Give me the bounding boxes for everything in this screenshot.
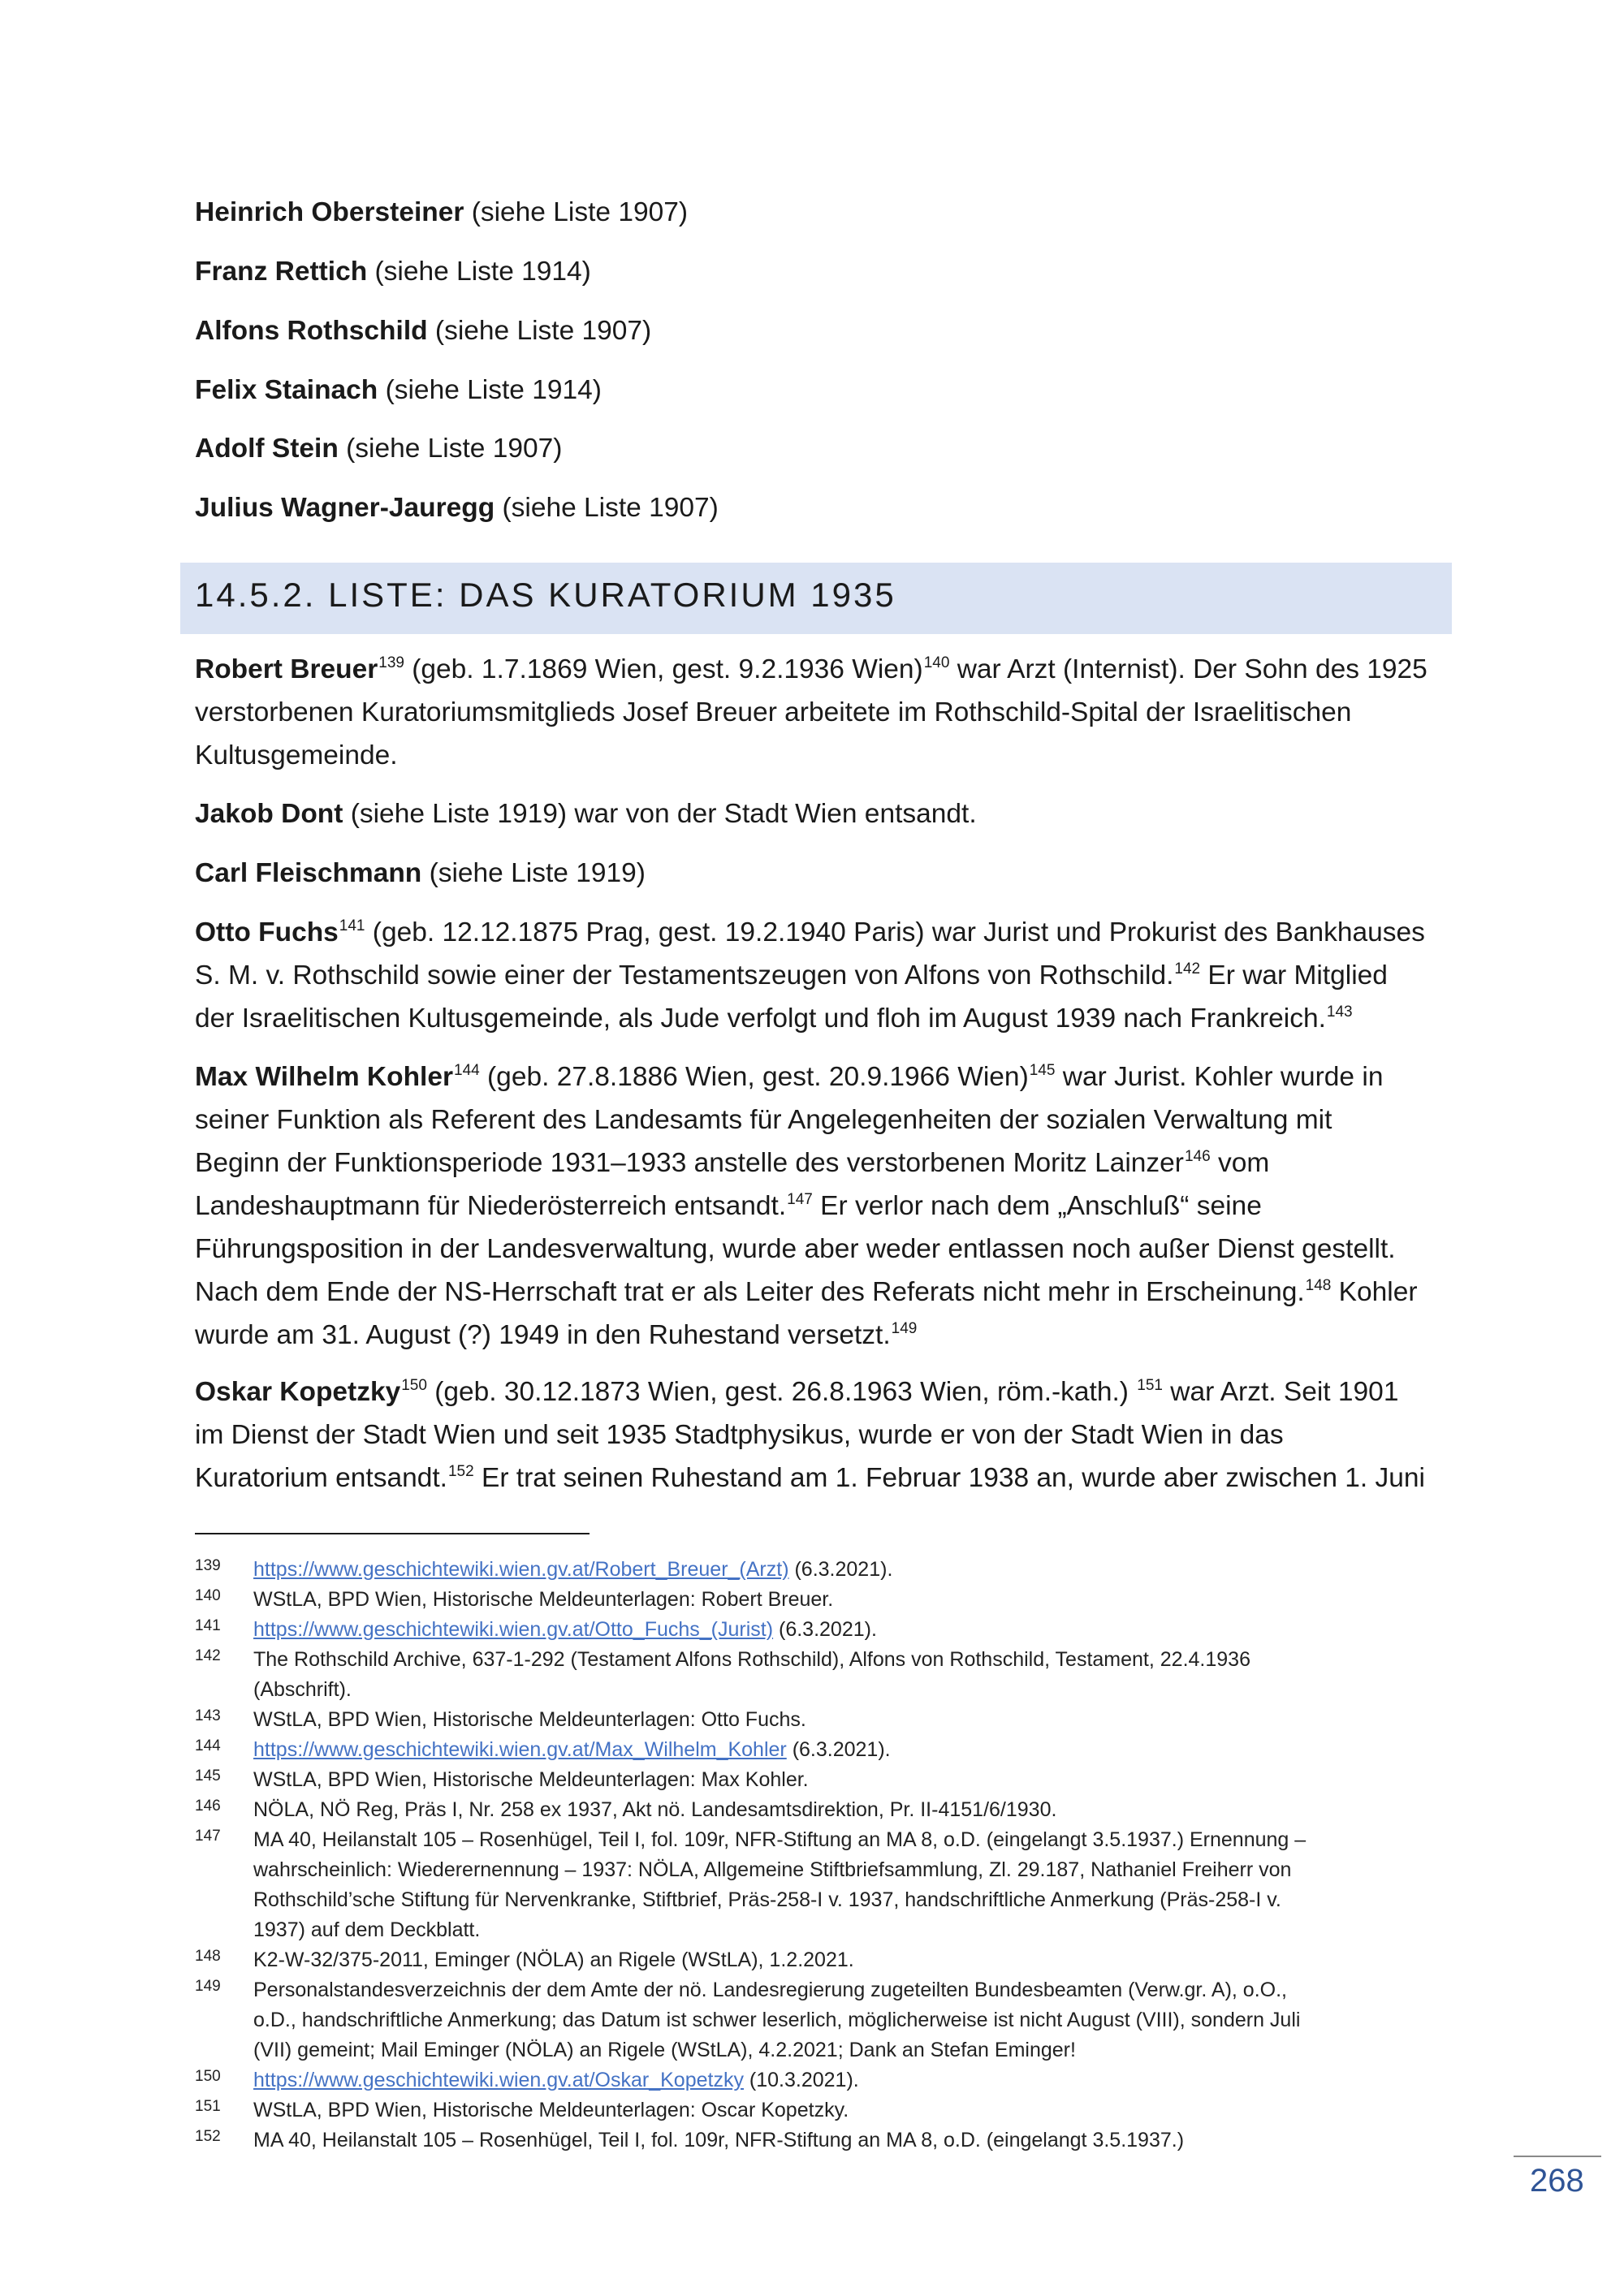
list-reference: (siehe Liste 1914) (378, 375, 602, 405)
list-item (195, 373, 602, 408)
list-item (195, 313, 651, 349)
person-name: Otto Fuchs (195, 917, 339, 947)
list-item (195, 431, 562, 467)
footnote-140: 140 WStLA, BPD Wien, Historische Meldeunterlagen: Robert Breuer. (195, 1587, 834, 1611)
footnote-link[interactable]: https://www.geschichtewiki.wien.gv.at/Robert_Breuer_(Arzt) (253, 1558, 789, 1581)
footnote-ref[interactable]: 146 (1184, 1148, 1211, 1165)
list-reference: (siehe Liste 1914) (367, 257, 591, 287)
footnote-142: 142 The Rothschild Archive, 637-1-292 (Testament Alfons Rothschild), Alfons von Rothschild, Testament, 22.4.1936 (Abschrift). (195, 1647, 1250, 1701)
footnote-150: 150 https://www.geschichtewiki.wien.gv.at/Oskar_Kopetzky (10.3.2021). (195, 2068, 859, 2091)
footnote-145: 145 WStLA, BPD Wien, Historische Meldeunterlagen: Max Kohler. (195, 1767, 809, 1791)
entry-oskar-kopetzky: Oskar Kopetzky$^{150}$ (geb. 30.12.1873 Wien, gest. 26.8.1963 Wien, röm.-kath.) $^{151}$ war Arzt. Seit 1901 im Dienst der Stadt Wien und seit 1935 Stadtphysikus, wurde er von der Stadt Wien in das Kuratorium entsandt.$^{152}$ Er trat seinen Ruhestand am 1. Februar 1938 an, wurde aber zwischen 1. Juni (195, 1377, 1425, 1493)
list-reference: (siehe Liste 1907) (464, 197, 688, 227)
person-name: Oskar Kopetzky (195, 1377, 401, 1407)
list-reference: (siehe Liste 1907) (495, 493, 719, 523)
footnote-ref[interactable]: 148 (1305, 1277, 1332, 1294)
footnote-ref[interactable]: 150 (401, 1377, 427, 1394)
footnote-ref[interactable]: 141 (339, 917, 365, 934)
list-reference: (siehe Liste 1907) (427, 316, 652, 346)
section-heading: 14.5.2. LISTE: DAS KURATORIUM 1935 (195, 576, 896, 614)
person-name: Max Wilhelm Kohler (195, 1062, 454, 1092)
entry-jakob-dont: Jakob Dont (siehe Liste 1919) war von der Stadt Wien entsandt. (195, 799, 977, 829)
section-heading-box (180, 563, 1452, 634)
list-item (195, 254, 591, 290)
footnote-ref[interactable]: 152 (447, 1463, 474, 1480)
page-number-rule (1514, 2156, 1601, 2157)
footnote-141: 141 https://www.geschichtewiki.wien.gv.at/Otto_Fuchs_(Jurist) (6.3.2021). (195, 1617, 877, 1641)
footnote-ref[interactable]: 142 (1174, 960, 1201, 978)
footnote-151: 151 WStLA, BPD Wien, Historische Meldeunterlagen: Oscar Kopetzky. (195, 2098, 849, 2121)
footnote-ref[interactable]: 149 (891, 1320, 918, 1337)
footnote-143: 143 WStLA, BPD Wien, Historische Meldeunterlagen: Otto Fuchs. (195, 1707, 806, 1731)
entry-carl-fleischmann: Carl Fleischmann (siehe Liste 1919) (195, 858, 646, 888)
page-number: 268 (1530, 2163, 1584, 2199)
footnote-147: 147 MA 40, Heilanstalt 105 – Rosenhügel, Teil I, fol. 109r, NFR-Stiftung an MA 8, o.D. (eingelangt 3.5.1937.) Ernennung – wahrscheinlich: Wiederernennung – 1937: NÖLA, Allgemeine Stiftbriefsammlung, Zl. 29.187, Nathaniel Freiherr von Rothschild’sche Stiftung für Nervenkranke, Stiftbrief, Präs-258-I v. 1937, handschriftliche Anmerkung (Präs-258-I v. 1937) auf dem Deckblatt. (195, 1828, 1307, 1941)
person-name: Julius Wagner-Jauregg (195, 493, 495, 523)
footnote-link[interactable]: https://www.geschichtewiki.wien.gv.at/Max_Wilhelm_Kohler (253, 1738, 787, 1761)
entry-robert-breuer: Robert Breuer$^{139}$ (geb. 1.7.1869 Wien, gest. 9.2.1936 Wien)$^{140}$ war Arzt (Internist). Der Sohn des 1925 verstorbenen Kuratoriumsmitglieds Josef Breuer arbeitete im Rothschild-Spital der Israelitischen Kultusgemeinde. (195, 654, 1427, 770)
footnote-ref[interactable]: 145 (1029, 1062, 1056, 1079)
person-name: Franz Rettich (195, 257, 368, 287)
footnote-ref[interactable]: 144 (454, 1062, 480, 1079)
footnote-144: 144 https://www.geschichtewiki.wien.gv.at/Max_Wilhelm_Kohler (6.3.2021). (195, 1737, 891, 1761)
person-name: Felix Stainach (195, 375, 378, 405)
footnote-ref[interactable]: 140 (923, 654, 950, 671)
footnote-148: 148 K2-W-32/375-2011, Eminger (NÖLA) an Rigele (WStLA), 1.2.2021. (195, 1948, 854, 1971)
person-name: Jakob Dont (195, 799, 343, 829)
footnote-139: 139 https://www.geschichtewiki.wien.gv.at/Robert_Breuer_(Arzt) (6.3.2021). (195, 1557, 893, 1581)
footnote-separator (195, 1533, 590, 1534)
footnote-ref[interactable]: 147 (787, 1191, 813, 1208)
footnote-152: 152 MA 40, Heilanstalt 105 – Rosenhügel, Teil I, fol. 109r, NFR-Stiftung an MA 8, o.D. (eingelangt 3.5.1937.) (195, 2128, 1185, 2151)
person-name: Heinrich Obersteiner (195, 197, 464, 227)
person-name: Robert Breuer (195, 654, 378, 684)
entry-max-wilhelm-kohler: Max Wilhelm Kohler$^{144}$ (geb. 27.8.1886 Wien, gest. 20.9.1966 Wien)$^{145}$ war Jurist. Kohler wurde in seiner Funktion als Referent des Landesamts für Angelegenheiten der sozialen Verwaltung mit Beginn der Funktionsperiode 1931–1933 anstelle des verstorbenen Moritz Lainzer$^{146}$ vom Landeshauptmann für Niederösterreich entsandt.$^{147}$ Er verlor nach dem „Anschluß“ seine Führungsposition in der Landesverwaltung, wurde aber weder entlassen noch außer Dienst gestellt. Nach dem Ende der NS-Herrschaft trat er als Leiter des Referats nicht mehr in Erscheinung.$^{148}$ Kohler wurde am 31. August (?) 1949 in den Ruhestand versetzt.$^{149}$ (195, 1062, 1418, 1350)
list-reference: (siehe Liste 1907) (338, 434, 563, 464)
person-name: Alfons Rothschild (195, 316, 428, 346)
footnote-link[interactable]: https://www.geschichtewiki.wien.gv.at/Oskar_Kopetzky (253, 2069, 744, 2091)
footnote-ref[interactable]: 143 (1326, 1003, 1353, 1021)
entry-otto-fuchs: Otto Fuchs$^{141}$ (geb. 12.12.1875 Prag, gest. 19.2.1940 Paris) war Jurist und Prokurist des Bankhauses S. M. v. Rothschild sowie einer der Testamentszeugen von Alfons von Rothschild.$^{142}$ Er war Mitglied der Israelitischen Kultusgemeinde, als Jude verfolgt und floh im August 1939 nach Frankreich.$^{143}$ (195, 917, 1425, 1034)
footnote-link[interactable]: https://www.geschichtewiki.wien.gv.at/Otto_Fuchs_(Jurist) (253, 1618, 774, 1641)
list-item (195, 490, 719, 526)
person-name: Carl Fleischmann (195, 858, 422, 888)
footnote-ref[interactable]: 139 (378, 654, 404, 671)
footnote-ref[interactable]: 151 (1137, 1377, 1163, 1394)
person-name: Adolf Stein (195, 434, 339, 464)
footnote-146: 146 NÖLA, NÖ Reg, Präs I, Nr. 258 ex 1937, Akt nö. Landesamtsdirektion, Pr. II-4151/6/1930. (195, 1798, 1057, 1821)
list-item (195, 195, 688, 231)
footnote-149: 149 Personalstandesverzeichnis der dem Amte der nö. Landesregierung zugeteilten Bundesbeamten (Verw.gr. A), o.O., o.D., handschriftliche Anmerkung; das Datum ist schwer leserlich, möglicherweise ist nicht August (VIII), sondern Juli (VII) gemeint; Mail Eminger (NÖLA) an Rigele (WStLA), 4.2.2021; Dank an Stefan Eminger! (195, 1978, 1301, 2061)
